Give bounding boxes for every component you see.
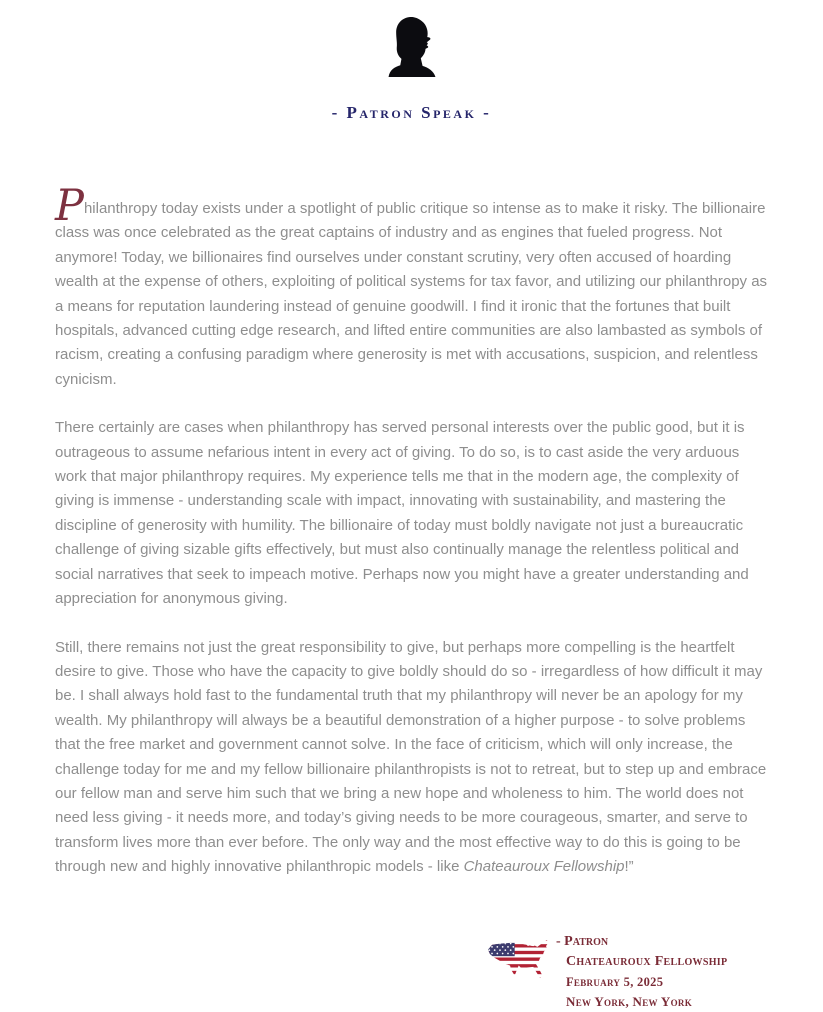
signature-organization: Chateauroux Fellowship	[566, 953, 728, 969]
paragraph-2-text: There certainly are cases when philanthropy has served personal interests over the public good, but it is outrageous to assume nefarious intent in every act of giving. To do so, is to cast aside the very arduous work that major philanthropy requires. My experience tells me that in the modern age, the complexity of giving is immense - understanding scale with impact, innovating with sustainability, and mastering the discipline of generosity with humility. The billionaire of today must boldly navigate not just a bureaucratic challenge of giving sizable gifts effectively, but must also continually manage the relentless political and social narratives that seek to impeach motive. Perhaps now you might have a greater understanding and appreciation for anonymous giving.	[55, 419, 749, 608]
paragraph-3-text: Still, there remains not just the great responsibility to give, but perhaps more compelling is the heartfelt desire to give. Those who have the capacity to give boldly should do so - irregardless of how difficult it may be. I shall always hold fast to the fundamental truth that my philanthropy will never be an apology for my wealth. My philanthropy will always be a beautiful demonstration of a higher purpose - to solve problems that the free market and government cannot solve. In the face of criticism, which will only increase, the challenge today for me and my fellow billionaire philanthropists is not to retreat, but to step up and embrace our fellow man and serve him such that we bring a new hope and wholeness to him. The world does not need less giving - it needs more, and today’s giving needs to be more courageous, smarter, and serve to transform lives more than ever before. The only way and the most effective way to do this is going to be through new and highly innovative philanthropic models - like	[55, 638, 767, 876]
paragraph-3-suffix: !”	[624, 858, 634, 876]
signature-block	[484, 932, 768, 1012]
signature-location: New York, New York	[566, 993, 692, 1009]
paragraph-1	[55, 181, 768, 392]
paragraph-1-text: hilanthropy today exists under a spotlight of public critique so intense as to make it risky. The billionaire class was once celebrated as the great captains of industry and as engines that fueled progress. Not anymore! Today, we billionaires find ourselves under constant scrutiny, very often accused of hoarding wealth at the expense of others, exploiting of political systems for tax favor, and utilizing our philanthropy as a means for reputation laundering instead of genuine goodwill. I find it ironic that the fortunes that built hospitals, advanced cutting edge research, and lifted entire communities are also lambasted as symbols of racism, creating a confusing paradigm where generosity is met with accusations, suspicion, and relentless cynicism.	[55, 200, 768, 388]
page-title: - Patron Speak -	[331, 103, 492, 122]
signature-lines	[556, 932, 728, 1012]
signature-name: - Patron	[556, 933, 609, 949]
page-header	[55, 16, 768, 123]
signature-date: February 5, 2025	[566, 974, 664, 989]
paragraph-3	[55, 636, 768, 880]
letter-body	[55, 181, 768, 880]
paragraph-2	[55, 416, 768, 611]
drop-cap: P	[55, 181, 83, 231]
fellowship-name-italic: Chateauroux Fellowship	[463, 858, 625, 876]
usa-flag-map-icon	[484, 937, 552, 982]
patron-head-silhouette-icon	[384, 16, 440, 77]
